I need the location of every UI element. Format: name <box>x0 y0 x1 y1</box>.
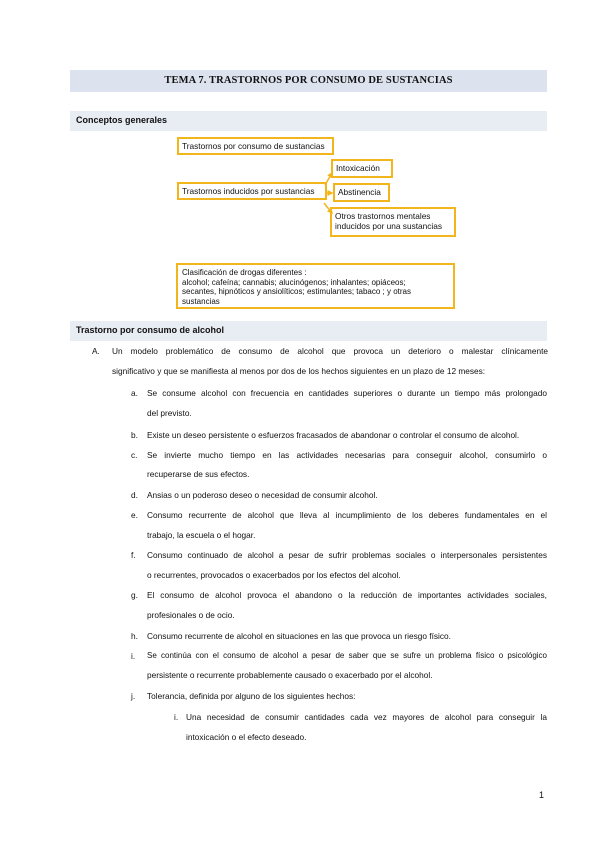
list-item-marker: j. <box>131 691 136 701</box>
list-item-line1: Consumo continuado de alcohol a pesar de sufrir problemas sociales o interpersonales persistentes <box>147 550 547 560</box>
box-intoxicacion-text: Intoxicación <box>336 163 380 173</box>
list-item-line1: Consumo recurrente de alcohol en situaciones en las que provoca un riesgo físico. <box>147 631 451 641</box>
list-item-marker: e. <box>131 510 138 520</box>
box-trastornos-inducidos <box>177 182 327 200</box>
section-label: Trastorno por consumo de alcohol <box>76 325 225 335</box>
list-item-line2: o recurrentes, provocados o exacerbados por los efectos del alcohol. <box>147 570 401 580</box>
box-otros-line1: Otros trastornos mentales <box>335 211 431 221</box>
clasificacion-title: Clasificación de drogas diferentes : <box>182 268 307 277</box>
list-item-line2: del previsto. <box>147 408 192 418</box>
clasificacion-line2: secantes, hipnóticos y ansiolíticos; estimulantes; tabaco ; y otras <box>182 287 412 296</box>
list-item-marker: b. <box>131 430 138 440</box>
box-otros-trastornos <box>330 207 456 237</box>
list-item-line1: Existe un deseo persistente o esfuerzos fracasados de abandonar o controlar el consumo de alcohol. <box>147 430 520 440</box>
criterion-A-line1: Un modelo problemático de consumo de alcohol que provoca un deterioro o malestar clínicamente <box>112 346 548 356</box>
section-header-alcohol <box>70 321 547 341</box>
clasificacion-line1: alcohol; cafeína; cannabis; alucinógenos; inhalantes; opiáceos; <box>182 277 406 287</box>
document-title: TEMA 7. TRASTORNOS POR CONSUMO DE SUSTANCIAS <box>164 75 453 86</box>
box-abstinencia <box>333 183 390 202</box>
list-item-marker: i. <box>131 651 136 661</box>
list-item-marker: h. <box>131 631 138 641</box>
list-item-marker: c. <box>131 450 138 460</box>
list-item-line2: trabajo, la escuela o el hogar. <box>147 530 256 540</box>
arrow-to-otros <box>324 203 332 213</box>
box-otros-line2: inducidos por una sustancias <box>335 221 443 231</box>
box-trastornos-consumo-text: Trastornos por consumo de sustancias <box>182 141 325 151</box>
box-intoxicacion <box>331 159 393 178</box>
box-trastornos-consumo <box>177 137 334 155</box>
list-item-line2: profesionales o de ocio. <box>147 610 235 620</box>
list-item-line1: Consumo recurrente de alcohol que lleva al incumplimiento de los deberes fundamentales en el <box>147 510 547 520</box>
diagram-arrows <box>320 165 340 225</box>
list-item-line1: Tolerancia, definida por alguno de los siguientes hechos: <box>147 691 356 701</box>
list-item-line2: persistente o recurrente probablemente causado o exacerbado por el alcohol. <box>147 670 433 680</box>
list-item-line1: Se consume alcohol con frecuencia en cantidades superiores o durante un tiempo más prolongado <box>147 388 547 398</box>
list-item-marker: a. <box>131 388 138 398</box>
box-trastornos-inducidos-text: Trastornos inducidos por sustancias <box>182 186 315 196</box>
criterion-A-line2: significativo y que se manifiesta al menos por dos de los hechos siguientes en un plazo de 12 meses: <box>112 366 486 376</box>
list-item-marker: d. <box>131 490 138 500</box>
clasificacion-line3: sustancias <box>182 296 220 306</box>
list-item-line1: El consumo de alcohol provoca el abandono o la reducción de importantes actividades sociales, <box>147 590 547 600</box>
arrow-to-intoxicacion <box>325 173 332 185</box>
sub-item-line2: intoxicación o el efecto deseado. <box>186 732 307 742</box>
list-item-line1: Ansias o un poderoso deseo o necesidad de consumir alcohol. <box>147 490 378 500</box>
box-clasificacion-drogas <box>176 263 455 309</box>
section-header-conceptos <box>70 111 547 131</box>
list-item-line1: Se continúa con el consumo de alcohol a pesar de saber que se sufre un problema físico o psicológico <box>147 651 547 660</box>
title-bar <box>70 70 547 92</box>
list-item-marker: f. <box>131 550 136 560</box>
list-item-line2: recuperarse de sus efectos. <box>147 469 250 479</box>
section-label: Conceptos generales <box>76 115 168 125</box>
sub-item-marker: i. <box>174 712 179 722</box>
criterion-marker: A. <box>92 346 100 356</box>
box-abstinencia-text: Abstinencia <box>338 187 381 197</box>
list-item-marker: g. <box>131 590 138 600</box>
sub-item-line1: Una necesidad de consumir cantidades cada vez mayores de alcohol para conseguir la <box>186 712 547 722</box>
list-item-line1: Se invierte mucho tiempo en las actividades necesarias para conseguir alcohol, consumirlo o <box>147 450 547 460</box>
page-number: 1 <box>539 790 545 800</box>
